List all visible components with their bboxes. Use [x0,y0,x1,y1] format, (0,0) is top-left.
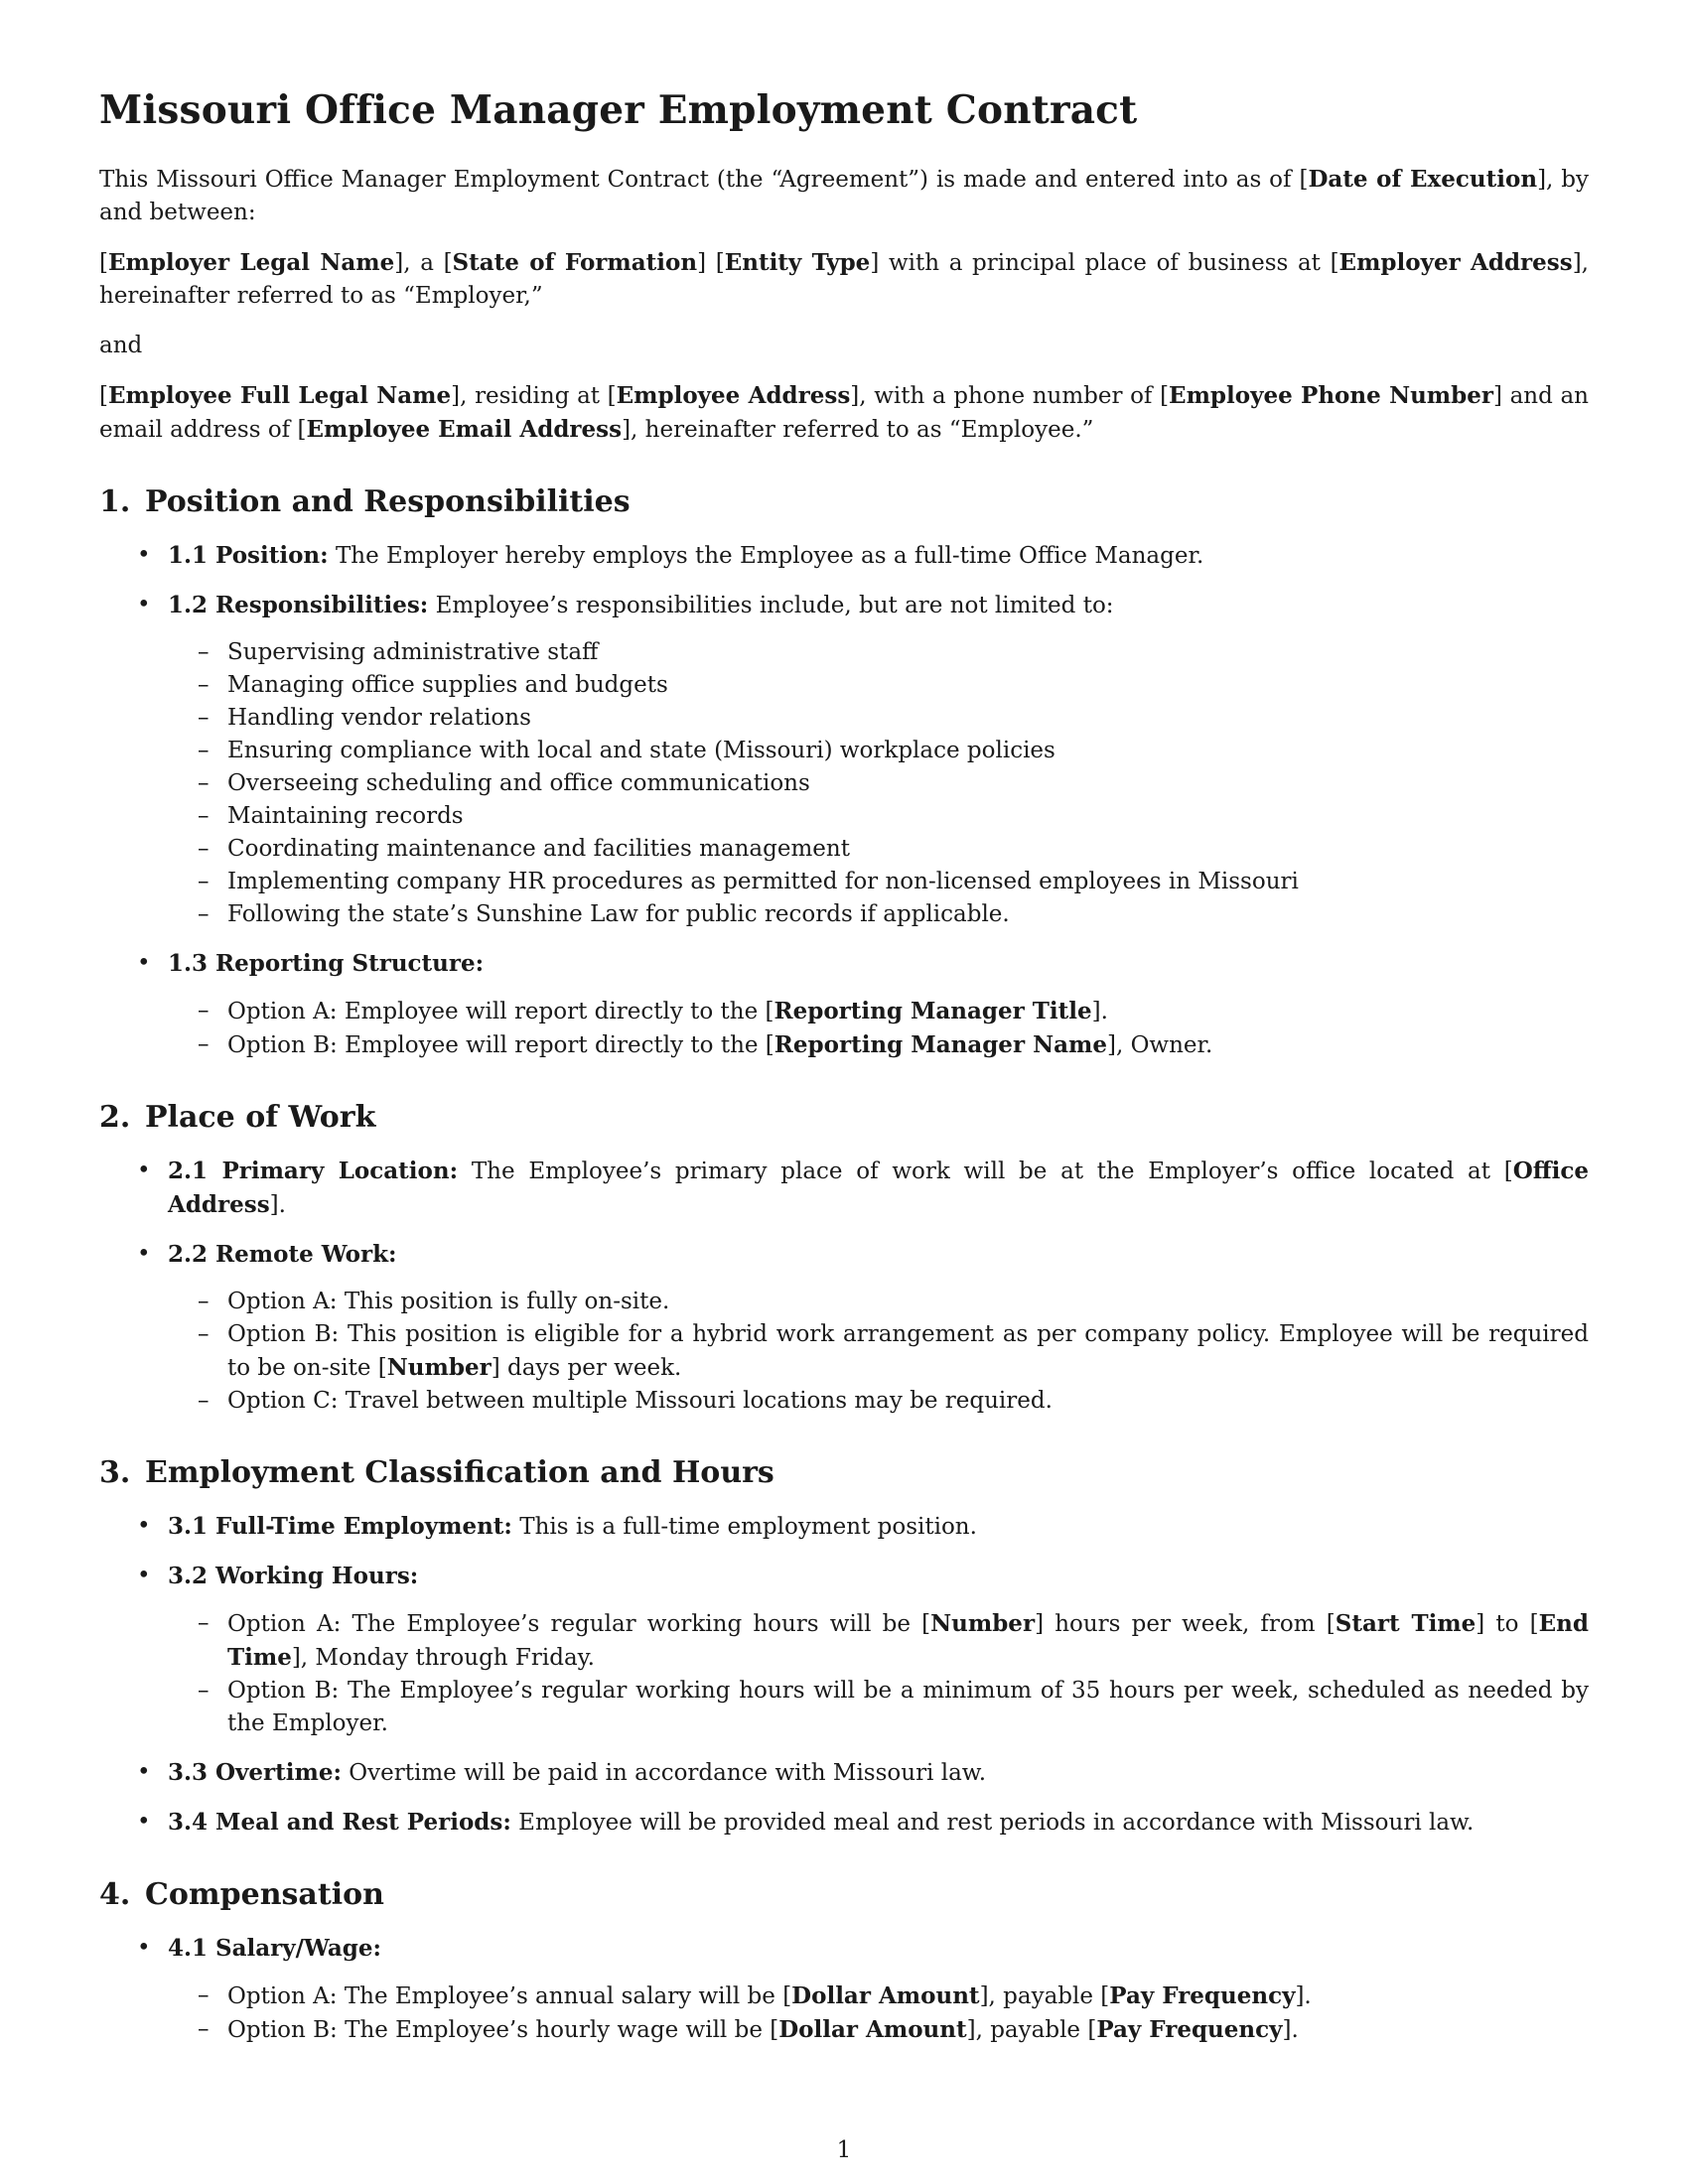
working-hours-options-list [168,1607,1589,1740]
clause-3-2: • 3.2 Working Hours: – Option A: The Employee’s regular working hours will be [Number] hours per week, from [Start Time] to [End Time], Monday through Friday. – Option B: The Employee’s regular working hours will be a minimum of 35 hours per week, scheduled as needed by the Employer. [99,1560,1589,1740]
section-4-heading: 4. Compensation [99,1877,384,1912]
hours-number-placeholder: Number [930,1610,1036,1637]
clause-1-1: • 1.1 Position: The Employer hereby employs the Employee as a full-time Office Manager. [99,539,1589,573]
list-item: – Option B: This position is eligible for a hybrid work arrangement as per company policy. Employee will be required to be on-site [Number] days per week. [168,1318,1589,1385]
list-item: – Coordinating maintenance and facilities management [168,833,1589,866]
list-item: – Overseeing scheduling and office communications [168,767,1589,800]
wage-pay-frequency-placeholder: Pay Frequency [1096,2016,1283,2043]
section-3-list [99,1510,1589,1840]
list-item: – Option A: This position is fully on-site. [168,1286,1589,1318]
list-item: – Option A: The Employee’s regular working hours will be [Number] hours per week, from [Start Time] to [End Time], Monday through Friday. [168,1607,1589,1675]
list-item: – Option A: Employee will report directly to the [Reporting Manager Title]. [168,995,1589,1028]
list-item: – Option C: Travel between multiple Missouri locations may be required. [168,1385,1589,1418]
list-item: – Option B: The Employee’s regular working hours will be a minimum of 35 hours per week, scheduled as needed by the Employer. [168,1675,1589,1740]
section-1-list [99,539,1589,1062]
list-item: – Option A: The Employee’s annual salary will be [Dollar Amount], payable [Pay Frequency]. [168,1979,1589,2013]
list-item: – Handling vendor relations [168,702,1589,735]
list-item: – Following the state’s Sunshine Law for public records if applicable. [168,898,1589,931]
list-item: – Supervising administrative staff [168,636,1589,669]
onsite-days-placeholder: Number [386,1354,492,1381]
reporting-manager-name-placeholder: Reporting Manager Name [774,1031,1107,1058]
salary-dollar-amount-placeholder: Dollar Amount [791,1982,980,2009]
section-2-list [99,1155,1589,1418]
employer-legal-name-placeholder: Employer Legal Name [107,249,395,276]
clause-1-2: • 1.2 Responsibilities: Employee’s responsibilities include, but are not limited to: – Supervising administrative staff – Managing office supplies and budgets – Handling vendor relations – Ensuring compliance with local and state (Missouri) workplace policies – Overseeing scheduling and office communications – Maintaining records – Coordinating maintenance and facilities management – Implementing company HR procedures as permitted for non-licensed employees in Missouri – Following the state’s Sunshine Law for public records if applicable. [99,589,1589,931]
responsibilities-list [168,636,1589,931]
document-title: Missouri Office Manager Employment Contract [99,87,1138,133]
end-time-placeholder: End Time [227,1610,1589,1671]
section-1-heading: 1. Position and Responsibilities [99,484,631,519]
start-time-placeholder: Start Time [1335,1610,1477,1637]
employer-address-placeholder: Employer Address [1338,249,1573,276]
salary-pay-frequency-placeholder: Pay Frequency [1109,1982,1296,2009]
wage-dollar-amount-placeholder: Dollar Amount [778,2016,967,2043]
employee-full-legal-name-placeholder: Employee Full Legal Name [107,382,452,409]
remote-work-options-list [168,1286,1589,1418]
page-number: 1 [836,2137,852,2163]
clause-1-3: • 1.3 Reporting Structure: – Option A: Employee will report directly to the [Reporting Manager Title]. – Option B: Employee will report directly to the [Reporting Manager Name], Owner. [99,947,1589,1062]
section-2-heading: 2. Place of Work [99,1100,376,1135]
employee-phone-placeholder: Employee Phone Number [1169,382,1493,409]
list-item: – Ensuring compliance with local and state (Missouri) workplace policies [168,735,1589,767]
list-item: – Managing office supplies and budgets [168,669,1589,702]
clause-3-1: • 3.1 Full-Time Employment: This is a full-time employment position. [99,1510,1589,1544]
and-paragraph: and [99,333,143,358]
clause-4-1: • 4.1 Salary/Wage: – Option A: The Employee’s annual salary will be [Dollar Amount], payable [Pay Frequency]. – Option B: The Employee’s hourly wage will be [Dollar Amount], payable [Pay Frequency]. [99,1932,1589,2047]
clause-2-1: • 2.1 Primary Location: The Employee’s primary place of work will be at the Employer’s office located at [Office Address]. [99,1155,1589,1222]
employer-paragraph: [Employer Legal Name], a [State of Formation] [Entity Type] with a principal place of business at [Employer Address], hereinafter referred to as “Employer,” [99,249,1589,309]
clause-3-3: • 3.3 Overtime: Overtime will be paid in accordance with Missouri law. [99,1756,1589,1790]
employee-address-placeholder: Employee Address [616,382,851,409]
document-page [99,87,1589,2063]
clause-3-4: • 3.4 Meal and Rest Periods: Employee will be provided meal and rest periods in accordance with Missouri law. [99,1806,1589,1840]
list-item: – Option B: The Employee’s hourly wage will be [Dollar Amount], payable [Pay Frequency]. [168,2013,1589,2047]
section-3-heading: 3. Employment Classification and Hours [99,1455,774,1490]
salary-options-list [168,1979,1589,2047]
office-address-placeholder: Office Address [168,1158,1590,1218]
section-4-list [99,1932,1589,2047]
date-of-execution-placeholder: Date of Execution [1308,166,1538,193]
list-item: – Implementing company HR procedures as permitted for non-licensed employees in Missouri [168,866,1589,898]
employee-email-placeholder: Employee Email Address [306,416,623,443]
reporting-manager-title-placeholder: Reporting Manager Title [774,998,1092,1024]
list-item: – Option B: Employee will report directly to the [Reporting Manager Name], Owner. [168,1028,1589,1062]
reporting-options-list [168,995,1589,1062]
list-item: – Maintaining records [168,800,1589,833]
intro-paragraph: This Missouri Office Manager Employment Contract (the “Agreement”) is made and entered into as of [Date of Execution], by and between: [99,166,1589,225]
employee-paragraph: [Employee Full Legal Name], residing at [Employee Address], with a phone number of [Employee Phone Number] and an email address of [Employee Email Address], hereinafter referred to as “Employee.” [99,382,1589,443]
state-of-formation-placeholder: State of Formation [452,249,698,276]
entity-type-placeholder: Entity Type [724,249,871,276]
clause-2-2: • 2.2 Remote Work: – Option A: This position is fully on-site. – Option B: This position is eligible for a hybrid work arrangement as per company policy. Employee will be required to be on-site [Number] days per week. – Option C: Travel between multiple Missouri locations may be required. [99,1238,1589,1418]
